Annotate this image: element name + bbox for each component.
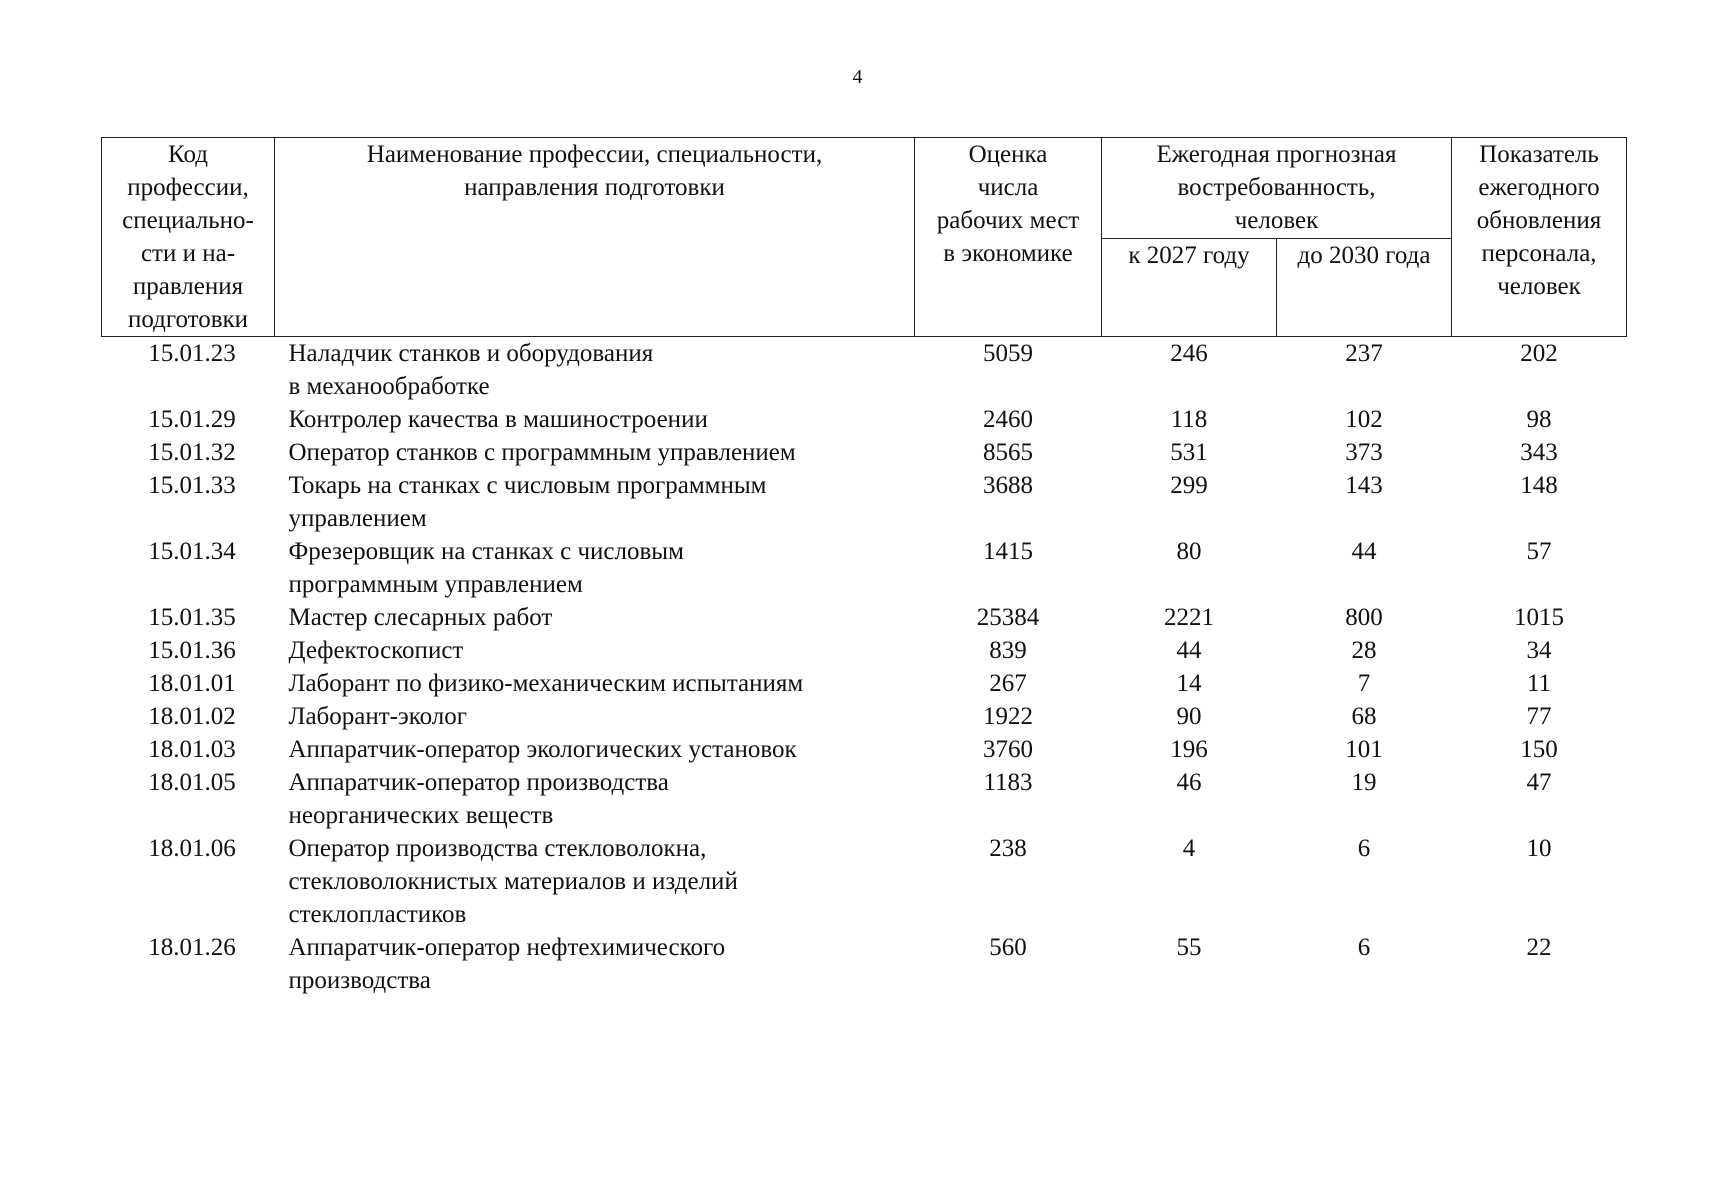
page-number: 4 — [852, 66, 863, 88]
cell-demand-2027: 196 — [1170, 736, 1208, 763]
table-header — [102, 138, 1627, 337]
cell-demand-2030: 6 — [1357, 934, 1371, 961]
table-row — [102, 601, 1627, 634]
cell-renewal: 11 — [1526, 670, 1552, 697]
cell-renewal: 98 — [1526, 406, 1552, 433]
cell-code: 15.01.33 — [148, 472, 236, 499]
cell-name-line: Оператор станков с программным управлением — [288, 439, 796, 466]
cell-name — [275, 733, 915, 766]
table-body — [102, 337, 1627, 998]
cell-demand-2027: 299 — [1170, 472, 1208, 499]
cell-demand-2027: 55 — [1176, 934, 1202, 961]
cell-renewal: 47 — [1526, 769, 1552, 796]
table-row — [102, 667, 1627, 700]
header-demand-2030: до 2030 года — [1277, 239, 1452, 337]
cell-code: 18.01.02 — [148, 703, 236, 730]
cell-renewal: 202 — [1520, 340, 1558, 367]
cell-name — [275, 469, 915, 535]
cell-name-line: в механообработке — [288, 373, 490, 400]
cell-demand-2030: 6 — [1357, 835, 1371, 862]
table-row — [102, 634, 1627, 667]
cell-code: 15.01.23 — [148, 340, 236, 367]
cell-name-line: Контролер качества в машиностроении — [288, 406, 708, 433]
cell-demand-2030: 68 — [1351, 703, 1377, 730]
cell-jobs: 560 — [989, 934, 1027, 961]
cell-name-line: Токарь на станках с числовым программным — [288, 472, 767, 499]
cell-jobs: 238 — [989, 835, 1027, 862]
cell-demand-2030: 102 — [1345, 406, 1383, 433]
cell-renewal: 22 — [1526, 934, 1552, 961]
cell-code: 15.01.32 — [148, 439, 236, 466]
cell-code: 15.01.29 — [148, 406, 236, 433]
cell-name-line: Аппаратчик-оператор нефтехимического — [288, 934, 726, 961]
cell-demand-2027: 90 — [1176, 703, 1202, 730]
cell-code: 15.01.34 — [148, 538, 236, 565]
cell-demand-2030: 373 — [1345, 439, 1383, 466]
cell-code: 18.01.05 — [148, 769, 236, 796]
cell-renewal: 77 — [1526, 703, 1552, 730]
table-row — [102, 469, 1627, 535]
cell-demand-2027: 80 — [1176, 538, 1202, 565]
cell-name-line: программным управлением — [288, 571, 583, 598]
forecast-table — [101, 137, 1627, 997]
forecast-table-container — [101, 137, 1626, 997]
cell-name-line: Мастер слесарных работ — [288, 604, 553, 631]
cell-demand-2030: 19 — [1351, 769, 1377, 796]
cell-demand-2030: 101 — [1345, 736, 1383, 763]
cell-code: 18.01.06 — [148, 835, 236, 862]
cell-demand-2030: 7 — [1357, 670, 1371, 697]
cell-name-line: управлением — [288, 505, 427, 532]
cell-renewal: 34 — [1526, 637, 1552, 664]
cell-demand-2030: 800 — [1345, 604, 1383, 631]
header-code: Код профессии, специально- сти и на- правления подготовки — [102, 138, 275, 337]
table-row — [102, 700, 1627, 733]
header-name: Наименование профессии, специальности, направления подготовки — [275, 138, 915, 337]
cell-demand-2027: 44 — [1176, 637, 1202, 664]
cell-demand-2027: 118 — [1170, 406, 1208, 433]
cell-name-line: Аппаратчик-оператор производства — [288, 769, 669, 796]
cell-demand-2030: 28 — [1351, 637, 1377, 664]
cell-code: 18.01.03 — [148, 736, 236, 763]
cell-jobs: 267 — [989, 670, 1027, 697]
cell-name — [275, 931, 915, 997]
cell-name-line: производства — [288, 967, 431, 994]
cell-code: 15.01.36 — [148, 637, 236, 664]
cell-name — [275, 832, 915, 931]
table-row — [102, 436, 1627, 469]
cell-name — [275, 634, 915, 667]
cell-demand-2027: 246 — [1170, 340, 1208, 367]
table-row — [102, 832, 1627, 931]
cell-demand-2027: 14 — [1176, 670, 1202, 697]
cell-name-line: стеклопластиков — [288, 901, 467, 928]
cell-name-line: Лаборант-эколог — [288, 703, 468, 730]
cell-jobs: 3760 — [983, 736, 1033, 763]
cell-name — [275, 601, 915, 634]
cell-jobs: 1415 — [983, 538, 1033, 565]
cell-demand-2030: 143 — [1345, 472, 1383, 499]
cell-jobs: 2460 — [983, 406, 1033, 433]
table-row — [102, 766, 1627, 832]
cell-name — [275, 337, 915, 404]
cell-name — [275, 766, 915, 832]
cell-jobs: 8565 — [983, 439, 1033, 466]
table-row — [102, 931, 1627, 997]
cell-renewal: 57 — [1526, 538, 1552, 565]
cell-name — [275, 403, 915, 436]
cell-demand-2030: 237 — [1345, 340, 1383, 367]
cell-name-line: Дефектоскопист — [288, 637, 464, 664]
cell-jobs: 839 — [989, 637, 1027, 664]
cell-jobs: 1922 — [983, 703, 1033, 730]
cell-name — [275, 436, 915, 469]
table-row — [102, 337, 1627, 404]
cell-jobs: 25384 — [976, 604, 1040, 631]
table-row — [102, 403, 1627, 436]
cell-name-line: Фрезеровщик на станках с числовым — [288, 538, 684, 565]
cell-renewal: 343 — [1520, 439, 1558, 466]
header-renewal: Показатель ежегодного обновления персонала, человек — [1452, 138, 1627, 337]
cell-demand-2030: 44 — [1351, 538, 1377, 565]
cell-code: 18.01.01 — [148, 670, 236, 697]
cell-name-line: неорганических веществ — [288, 802, 554, 829]
cell-jobs: 5059 — [983, 340, 1033, 367]
cell-renewal: 10 — [1526, 835, 1552, 862]
header-demand: Ежегодная прогнозная востребованность, человек — [1102, 138, 1452, 239]
cell-code: 18.01.26 — [148, 934, 236, 961]
cell-name-line: Оператор производства стекловолокна, — [288, 835, 707, 862]
table-row — [102, 733, 1627, 766]
cell-name — [275, 700, 915, 733]
cell-demand-2027: 46 — [1176, 769, 1202, 796]
cell-renewal: 148 — [1520, 472, 1558, 499]
cell-renewal: 150 — [1520, 736, 1558, 763]
cell-code: 15.01.35 — [148, 604, 236, 631]
cell-jobs: 1183 — [983, 769, 1033, 796]
cell-demand-2027: 2221 — [1164, 604, 1214, 631]
table-row — [102, 535, 1627, 601]
cell-demand-2027: 531 — [1170, 439, 1208, 466]
header-demand-2027: к 2027 году — [1102, 239, 1277, 337]
cell-name-line: Наладчик станков и оборудования — [288, 340, 654, 367]
cell-name-line: стекловолокнистых материалов и изделий — [288, 868, 738, 895]
cell-renewal: 1015 — [1514, 604, 1564, 631]
cell-name — [275, 667, 915, 700]
header-jobs: Оценка числа рабочих мест в экономике — [915, 138, 1102, 337]
cell-name-line: Аппаратчик-оператор экологических установок — [288, 736, 797, 763]
cell-demand-2027: 4 — [1182, 835, 1196, 862]
cell-name-line: Лаборант по физико-механическим испытаниям — [288, 670, 804, 697]
cell-jobs: 3688 — [983, 472, 1033, 499]
cell-name — [275, 535, 915, 601]
